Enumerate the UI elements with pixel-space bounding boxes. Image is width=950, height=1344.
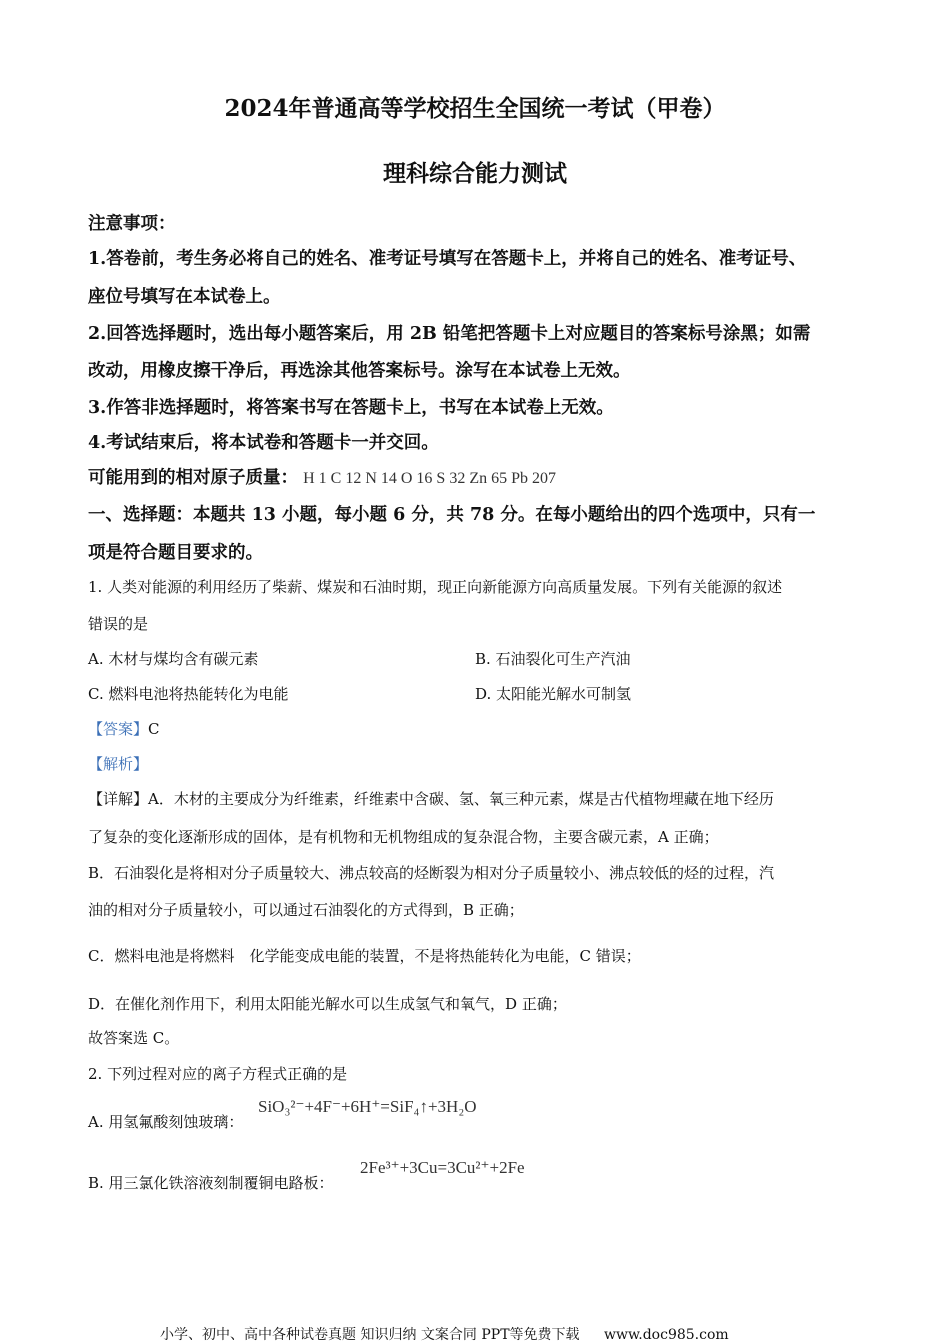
detail-tag: 【详解】 — [88, 790, 149, 808]
note-2-line-1: 2.回答选择题时，选出每小题答案后，用 2B 铅笔把答题卡上对应题目的答案标号涂黑；如需 — [88, 324, 811, 344]
note-3: 3.作答非选择题时，将答案书写在答题卡上，书写在本试卷上无效。 — [88, 398, 614, 418]
detail-a-line-2: 了复杂的变化逐渐形成的固体，是有机物和无机物组成的复杂混合物，主要含碳元素，A 正确； — [88, 828, 719, 846]
detail-b-line-1: B．石油裂化是将相对分子质量较大、沸点较高的烃断裂为相对分子质量较小、沸点较低的烃的过程，汽 — [88, 864, 775, 882]
note-4: 4.考试结束后，将本试卷和答题卡一并交回。 — [88, 433, 439, 453]
footer-site[interactable]: www.doc985.com — [603, 1327, 729, 1343]
q1-stem-line-2: 错误的是 — [88, 615, 149, 633]
q1-answer-line — [88, 718, 160, 739]
q1-option-d: D. 太阳能光解水可制氢 — [475, 685, 632, 703]
q1-option-b: B. 石油裂化可生产汽油 — [475, 650, 631, 668]
page-title: 2024年普通高等学校招生全国统一考试（甲卷） — [224, 95, 726, 122]
q2-stem: 2. 下列过程对应的离子方程式正确的是 — [88, 1065, 348, 1083]
atomic-mass-line — [88, 464, 556, 489]
q1-option-a: A. 木材与煤均含有碳元素 — [88, 650, 259, 668]
q2-option-b-label: B. 用三氯化铁溶液刻制覆铜电路板： — [88, 1174, 334, 1192]
detail-d: D．在催化剂作用下，利用太阳能光解水可以生成氢气和氧气，D 正确； — [88, 995, 567, 1013]
q1-stem-line-1: 1. 人类对能源的利用经历了柴薪、煤炭和石油时期，现正向新能源方向高质量发展。下列有关能源的叙述 — [88, 578, 783, 596]
q2-option-b-formula: 2Fe³⁺+3Cu=3Cu²⁺+2Fe — [360, 1158, 525, 1177]
notes-heading: 注意事项： — [88, 214, 176, 234]
detail-b-line-2: 油的相对分子质量较小，可以通过石油裂化的方式得到，B 正确； — [88, 901, 524, 919]
section-1-line-2: 项是符合题目要求的。 — [88, 543, 263, 563]
analysis-tag: 【解析】 — [88, 755, 149, 773]
note-1-line-2: 座位号填写在本试卷上。 — [88, 287, 281, 307]
q2-option-a-label: A. 用氢氟酸刻蚀玻璃： — [88, 1113, 244, 1131]
detail-c: C．燃料电池是将燃料 化学能变成电能的装置，不是将热能转化为电能，C 错误； — [88, 947, 641, 965]
note-1-line-1: 1.答卷前，考生务必将自己的姓名、准考证号填写在答题卡上，并将自己的姓名、准考证号、 — [88, 249, 807, 269]
answer-value: C — [148, 720, 160, 738]
page-footer — [160, 1324, 729, 1344]
note-2-line-2: 改动，用橡皮擦干净后，再选涂其他答案标号。涂写在本试卷上无效。 — [88, 361, 631, 381]
atomic-mass-label: 可能用到的相对原子质量： — [88, 468, 298, 488]
answer-tag: 【答案】 — [88, 720, 149, 738]
q1-option-c: C. 燃料电池将热能转化为电能 — [88, 685, 289, 703]
atomic-mass-values: H 1 C 12 N 14 O 16 S 32 Zn 65 Pb 207 — [303, 470, 556, 487]
footer-text: 小学、初中、高中各种试卷真题 知识归纳 文案合同 PPT等免费下载 — [160, 1327, 580, 1343]
detail-a-text: A．木材的主要成分为纤维素，纤维素中含碳、氢、氧三种元素，煤是古代植物埋藏在地下经历 — [148, 790, 774, 808]
conclusion: 故答案选 C。 — [88, 1029, 180, 1047]
detail-a-line-1 — [88, 788, 774, 809]
q2-option-a-formula: SiO₃²⁻+4F⁻+6H⁺=SiF₄↑+3H₂O — [258, 1097, 477, 1116]
page-subtitle: 理科综合能力测试 — [383, 160, 567, 187]
section-1-line-1: 一、选择题：本题共 13 小题，每小题 6 分，共 78 分。在每小题给出的四个选项中，只有一 — [88, 505, 816, 525]
